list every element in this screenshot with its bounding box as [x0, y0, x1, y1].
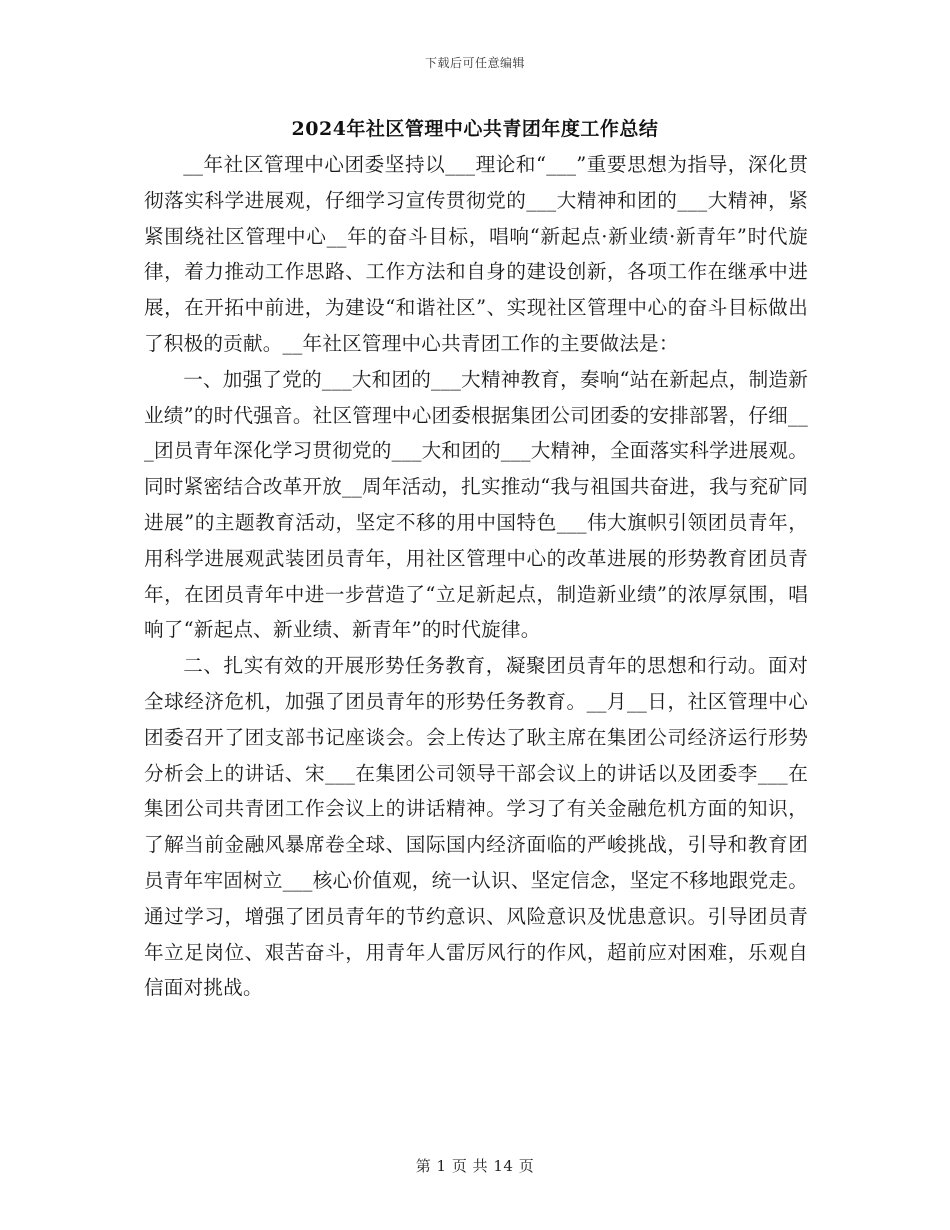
paragraph-section-two: 二、扎实有效的开展形势任务教育，凝聚团员青年的思想和行动。面对全球经济危机，加强了团员青年的形势任务教育。__月__日，社区管理中心团委召开了团支部书记座谈会。会上传达了耿主席在集团公司经济运行形势分析会上的讲话、宋___在集团公司领导干部会议上的讲话以及团委李___在集团公司共青团工作会议上的讲话精神。学习了有关金融危机方面的知识，了解当前金融风暴席卷全球、国际国内经济面临的严峻挑战，引导和教育团员青年牢固树立___核心价值观，统一认识、坚定信念，坚定不移地跟党走。通过学习，增强了团员青年的节约意识、风险意识及忧患意识。引导团员青年立足岗位、艰苦奋斗，用青年人雷厉风行的作风，超前应对困难，乐观自信面对挑战。: [144, 654, 808, 1000]
page-number: 第 1 页 共 14 页: [415, 1157, 535, 1175]
paragraph-section-one: 一、加强了党的___大和团的___大精神教育，奏响“站在新起点，制造新业绩”的时代强音。社区管理中心团委根据集团公司团委的安排部署，仔细___团员青年深化学习贯彻党的___大和团的___大精神，全面落实科学进展观。同时紧密结合改革开放__周年活动，扎实推动“我与祖国共奋进，我与兖矿同进展”的主题教育活动，坚定不移的用中国特色___伟大旗帜引领团员青年，用科学进展观武装团员青年，用社区管理中心的改革进展的形势教育团员青年，在团员青年中进一步营造了“立足新起点，制造新业绩”的浓厚氛围，唱响了“新起点、新业绩、新青年”的时代旋律。: [144, 367, 808, 642]
document-body: [144, 147, 808, 1006]
editable-note: 下载后可任意编辑: [424, 56, 525, 70]
paragraph-intro: __年社区管理中心团委坚持以___理论和“___”重要思想为指导，深化贯彻落实科学进展观，仔细学习宣传贯彻党的___大精神和团的___大精神，紧紧围绕社区管理中心__年的奋斗目标，唱响“新起点·新业绩·新青年”时代旋律，着力推动工作思路、工作方法和自身的建设创新，各项工作在继承中进展，在开拓中前进，为建设“和谐社区”、实现社区管理中心的奋斗目标做出了积极的贡献。__年社区管理中心共青团工作的主要做法是：: [144, 153, 808, 355]
document-title: 2024年社区管理中心共青团年度工作总结: [291, 118, 659, 140]
